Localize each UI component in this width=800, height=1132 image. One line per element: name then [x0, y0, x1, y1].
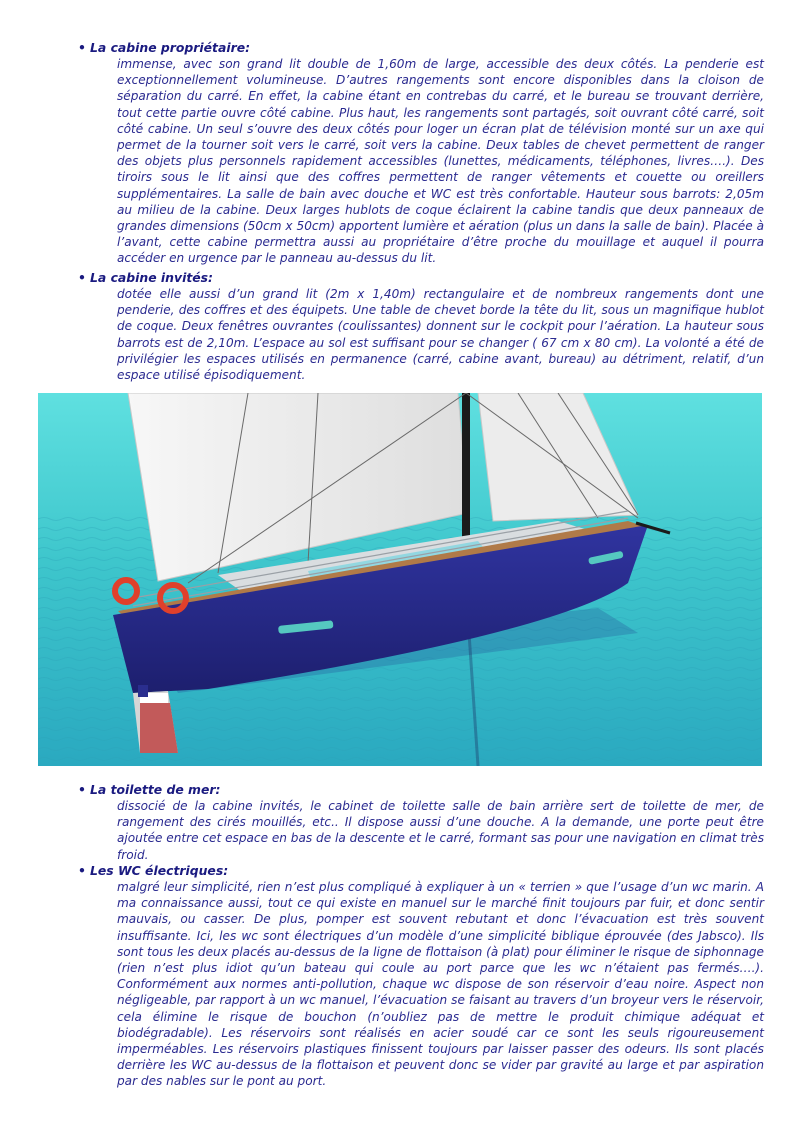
heading-text: La toilette de mer: [90, 782, 221, 797]
sailboat-icon [38, 393, 762, 766]
bullet-icon: • [78, 270, 86, 285]
bullet-icon: • [78, 40, 86, 55]
heading-text: La cabine invités: [90, 270, 213, 285]
section-text: immense, avec son grand lit double de 1,60m de large, accessible des deux côtés. La penderie est exceptionnellement volumineuse. D’autres rangements sont encore disponibles dans la cloison de séparation du carré. En effet, la cabine étant en contrebas du carré, et le bureau se trouvant derrière, tout cette partie ouvre côté cabine. Plus haut, les rangements sont partagés, soit ouvrant côté carré, soit côté cabine. Un seul s’ouvre des deux côtés pour loger un écran plat de télévision monté sur un axe qui permet de la tourner soit vers le carré, soit vers la cabine. Deux tables de chevet permettent de ranger des objets plus personnels rapidement accessibles (lunettes, médicaments, téléphones, livres….). Des tiroirs sous le lit ainsi que des coffres permettent de ranger vêtements et couette ou oreillers supplémentaires. La salle de bain avec douche et WC est très confortable. Hauteur sous barrots: 2,05m au milieu de la cabine. Deux larges hublots de coque éclairent la cabine tandis que deux panneaux de grandes dimensions (50cm x 50cm) apportent lumière et aération (plus un dans la salle de bain). Placée à l’avant, cette cabine permettra aussi au propriétaire d’être proche du mouillage et auquel il pourra accéder en urgence par le panneau au-dessus du lit. [117, 57, 764, 266]
section-sea-toilet [78, 782, 764, 863]
bullet-icon: • [78, 782, 86, 797]
section-heading [78, 270, 764, 286]
section-text: malgré leur simplicité, rien n’est plus compliqué à expliquer à un « terrien » que l’usage d’un wc marin. A ma connaissance aussi, tout ce qui existe en manuel sur le marché finit toujours par fuir, et donc sentir mauvais, ou casser. De plus, pomper est souvent rebutant et donc l’évacuation est très souvent insuffisante. Ici, les wc sont électriques d’un modèle d’une simplicité biblique éprouvée (des Jabsco). Ils sont tous les deux placés au-dessus de la ligne de flottaison (à plat) pour éliminer le risque de siphonnage (rien n’est plus idiot qu’un bateau qui coule au port parce que les wc n’étaient pas fermés….). Conformément aux normes anti-pollution, chaque wc dispose de son réservoir d’eau noire. Aspect non négligeable, par rapport à un wc manuel, l’évacuation se faisant au travers d’un broyeur vers le réservoir, cela élimine le risque de bouchon (n’oubliez pas de mettre le produit chimique adéquat et biodégradable). Les réservoirs sont réalisés en acier soudé car ce sont les seuls rigoureusement imperméables. Les réservoirs plastiques finissent toujours par laisser passer des odeurs. Ils sont placés derrière les WC au-dessus de la flottaison et peuvent donc se vider par gravité au large et par aspiration par des nables sur le pont au port. [117, 880, 764, 1089]
section-heading [78, 40, 764, 56]
section-guest-cabin [78, 270, 764, 383]
section-heading [78, 863, 764, 879]
section-electric-wc [78, 863, 764, 1090]
section-heading [78, 782, 764, 798]
section-owner-cabin [78, 40, 764, 267]
section-text: dissocié de la cabine invités, le cabinet de toilette salle de bain arrière sert de toilette de mer, de rangement des cirés mouillés, etc.. Il dispose aussi d’une douche. A la demande, une porte peut être ajoutée entre cet espace en bas de la descente et le carré, formant sas pour une navigation en climat très froid. [117, 799, 764, 862]
heading-text: La cabine propriétaire: [90, 40, 251, 55]
heading-text: Les WC électriques: [90, 863, 229, 878]
bullet-icon: • [78, 863, 86, 878]
section-text: dotée elle aussi d’un grand lit (2m x 1,40m) rectangulaire et de nombreux rangements dont une penderie, des coffres et des équipets. Une table de chevet borde la tête du lit, sous un magnifique hublot de coque. Deux fenêtres ouvrantes (coulissantes) donnent sur le cockpit pour l’aération. La hauteur sous barrots est de 2,10m. L’espace au sol est suffisant pour se changer ( 67 cm x 80 cm). La volonté a été de privilégier les espaces utilisés en permanence (carré, cabine avant, bureau) au détriment, relatif, d’un espace utilisé épisodiquement. [117, 287, 764, 383]
sailboat-illustration [38, 393, 762, 766]
